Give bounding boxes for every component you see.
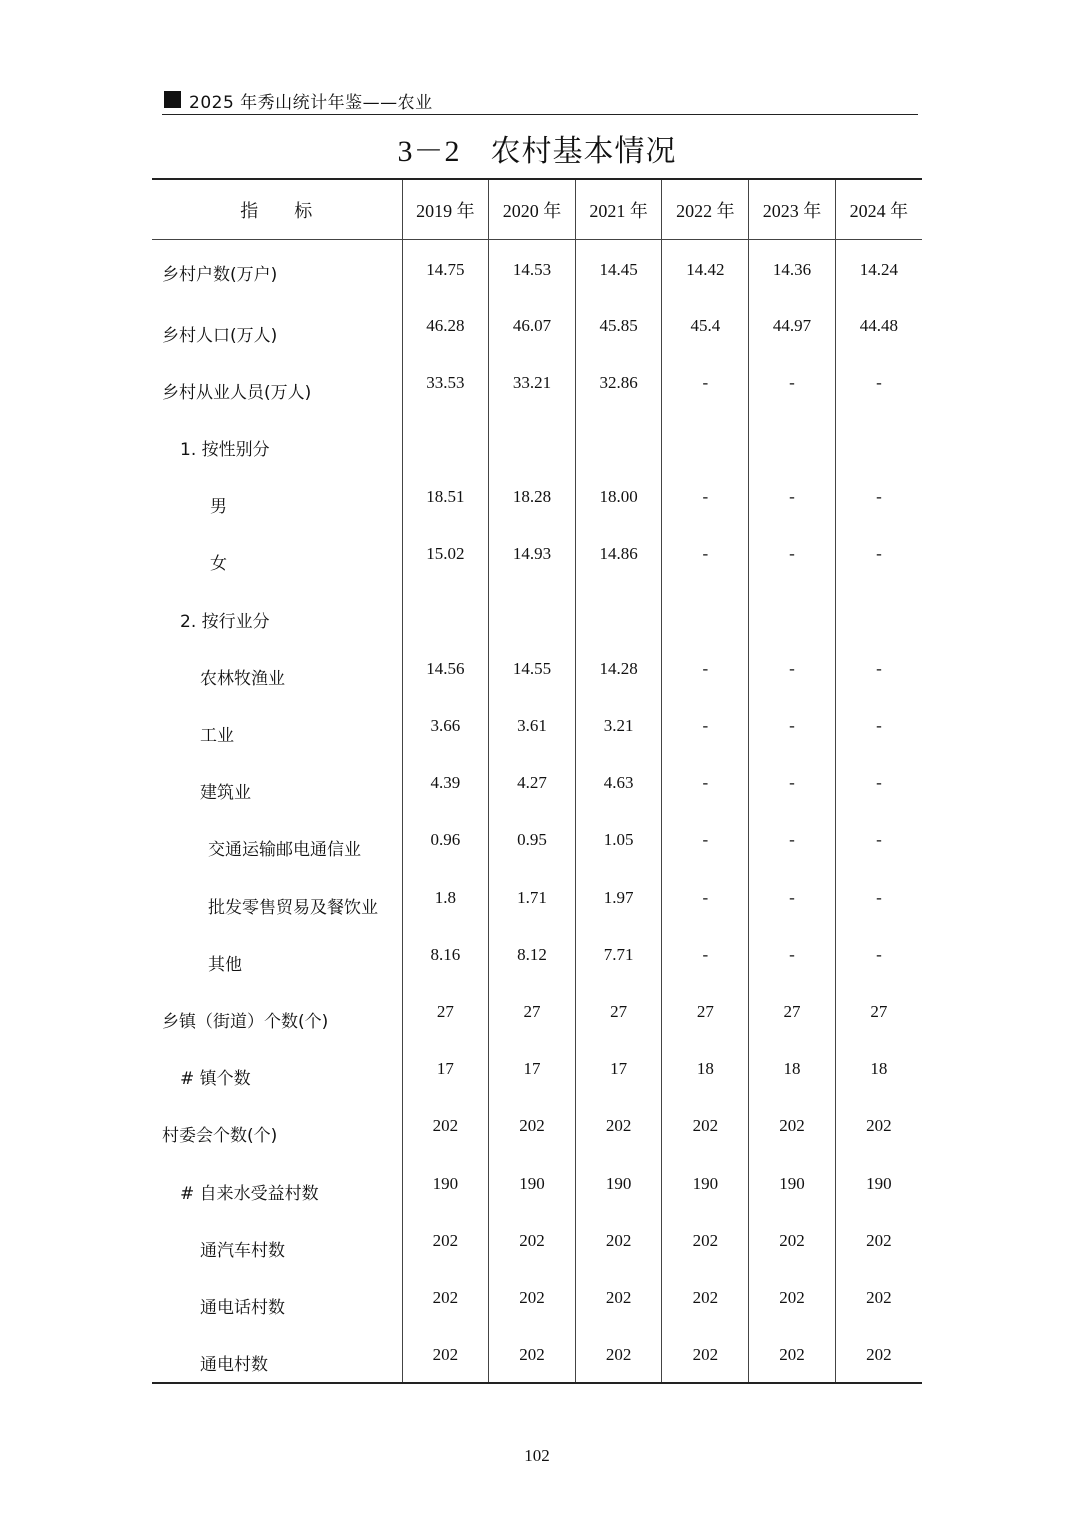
row-label: 通电话村数 bbox=[200, 1297, 285, 1318]
table-cell: 202 bbox=[402, 1269, 489, 1326]
table-row bbox=[152, 525, 922, 582]
table-cell: - bbox=[749, 468, 836, 525]
table-cell: 202 bbox=[575, 1326, 662, 1383]
table-row bbox=[152, 297, 922, 354]
table-cell: 14.56 bbox=[402, 640, 489, 697]
table-row bbox=[152, 926, 922, 983]
row-label: # 自来水受益村数 bbox=[180, 1183, 319, 1204]
table-cell: 3.66 bbox=[402, 697, 489, 754]
table-cell bbox=[835, 411, 922, 468]
table-header-row bbox=[152, 179, 922, 240]
table-cell: 44.97 bbox=[749, 297, 836, 354]
table-cell: - bbox=[835, 811, 922, 868]
table-cell: 14.75 bbox=[402, 240, 489, 297]
row-label: 男 bbox=[210, 497, 227, 518]
table-cell: 202 bbox=[662, 1269, 749, 1326]
table-cell: 8.16 bbox=[402, 926, 489, 983]
table-cell: 202 bbox=[489, 1326, 576, 1383]
table-cell: 45.85 bbox=[575, 297, 662, 354]
table-cell: 17 bbox=[489, 1040, 576, 1097]
column-header-indicator: 指标 bbox=[152, 179, 402, 240]
table-row bbox=[152, 1097, 922, 1154]
table-cell: 202 bbox=[402, 1326, 489, 1383]
table-cell: - bbox=[749, 926, 836, 983]
table-cell: 44.48 bbox=[835, 297, 922, 354]
table-cell: 0.95 bbox=[489, 811, 576, 868]
table-cell: 46.28 bbox=[402, 297, 489, 354]
table-cell: 202 bbox=[489, 1212, 576, 1269]
table-cell: 18.51 bbox=[402, 468, 489, 525]
table-cell bbox=[489, 583, 576, 640]
table-row bbox=[152, 1040, 922, 1097]
table-number: 3－2 bbox=[397, 135, 461, 168]
table-cell: 202 bbox=[835, 1269, 922, 1326]
table-cell: 1.97 bbox=[575, 869, 662, 926]
black-square-icon bbox=[164, 91, 181, 108]
table-cell: - bbox=[749, 754, 836, 811]
row-label: 乡村从业人员(万人) bbox=[162, 382, 312, 403]
table-row bbox=[152, 411, 922, 468]
row-label: 2. 按行业分 bbox=[180, 611, 270, 632]
table-cell: - bbox=[835, 468, 922, 525]
table-cell: 202 bbox=[749, 1097, 836, 1154]
table-cell bbox=[575, 583, 662, 640]
running-header bbox=[162, 86, 918, 115]
table-cell: 46.07 bbox=[489, 297, 576, 354]
table-row bbox=[152, 869, 922, 926]
table-cell: 202 bbox=[575, 1269, 662, 1326]
table-cell: - bbox=[749, 525, 836, 582]
table-cell: 18.28 bbox=[489, 468, 576, 525]
table-cell: 202 bbox=[402, 1097, 489, 1154]
table-cell: 202 bbox=[662, 1326, 749, 1383]
table-cell: 4.39 bbox=[402, 754, 489, 811]
table-cell: 202 bbox=[749, 1269, 836, 1326]
table-cell: - bbox=[662, 811, 749, 868]
table-row bbox=[152, 354, 922, 411]
table-cell: 4.27 bbox=[489, 754, 576, 811]
table-title-text: 农村基本情况 bbox=[490, 134, 677, 169]
table-cell: 202 bbox=[835, 1097, 922, 1154]
table-cell: 1.71 bbox=[489, 869, 576, 926]
statistics-table bbox=[152, 178, 922, 1384]
table-cell: 45.4 bbox=[662, 297, 749, 354]
column-header-year: 2019 年 bbox=[402, 179, 489, 240]
table-cell: 14.53 bbox=[489, 240, 576, 297]
table-cell: - bbox=[835, 354, 922, 411]
table-cell: 27 bbox=[662, 983, 749, 1040]
table-cell: 190 bbox=[749, 1155, 836, 1212]
row-label: 其他 bbox=[208, 954, 242, 975]
table-cell: 202 bbox=[835, 1326, 922, 1383]
column-header-year: 2021 年 bbox=[575, 179, 662, 240]
table-cell: - bbox=[749, 697, 836, 754]
table-cell: - bbox=[749, 640, 836, 697]
table-cell: 202 bbox=[402, 1212, 489, 1269]
table-cell: - bbox=[749, 354, 836, 411]
row-label: 交通运输邮电通信业 bbox=[208, 840, 361, 861]
table-cell: 14.93 bbox=[489, 525, 576, 582]
table-cell: 27 bbox=[835, 983, 922, 1040]
row-label: 1. 按性别分 bbox=[180, 440, 270, 461]
table-cell: 18.00 bbox=[575, 468, 662, 525]
table-cell: - bbox=[835, 926, 922, 983]
table-cell: 27 bbox=[489, 983, 576, 1040]
table-cell: - bbox=[662, 697, 749, 754]
table-cell: 202 bbox=[835, 1212, 922, 1269]
table-cell: 33.53 bbox=[402, 354, 489, 411]
table-cell: - bbox=[662, 525, 749, 582]
table-cell: 17 bbox=[575, 1040, 662, 1097]
table-cell: - bbox=[835, 640, 922, 697]
table-cell bbox=[489, 411, 576, 468]
table-cell: - bbox=[662, 926, 749, 983]
table-cell bbox=[835, 583, 922, 640]
table-cell: 202 bbox=[489, 1097, 576, 1154]
column-header-year: 2022 年 bbox=[662, 179, 749, 240]
table-row bbox=[152, 1269, 922, 1326]
table-cell: 14.36 bbox=[749, 240, 836, 297]
table-cell: 15.02 bbox=[402, 525, 489, 582]
table-row bbox=[152, 468, 922, 525]
row-label: 女 bbox=[210, 554, 227, 575]
table-cell: 8.12 bbox=[489, 926, 576, 983]
table-cell: 1.8 bbox=[402, 869, 489, 926]
table-cell: 190 bbox=[489, 1155, 576, 1212]
table-cell: - bbox=[835, 697, 922, 754]
table-cell: 202 bbox=[489, 1269, 576, 1326]
table-cell bbox=[402, 583, 489, 640]
table-row bbox=[152, 1155, 922, 1212]
table-cell: - bbox=[749, 811, 836, 868]
table-cell: 33.21 bbox=[489, 354, 576, 411]
table-cell: 202 bbox=[575, 1097, 662, 1154]
table-cell: 18 bbox=[835, 1040, 922, 1097]
table-cell: 14.55 bbox=[489, 640, 576, 697]
column-header-year: 2020 年 bbox=[489, 179, 576, 240]
table-cell: 14.28 bbox=[575, 640, 662, 697]
table-row bbox=[152, 583, 922, 640]
table-cell: 14.24 bbox=[835, 240, 922, 297]
table-cell: - bbox=[662, 468, 749, 525]
table-row bbox=[152, 1212, 922, 1269]
table-cell: 202 bbox=[749, 1326, 836, 1383]
row-label: 建筑业 bbox=[200, 783, 251, 804]
table-cell: 14.42 bbox=[662, 240, 749, 297]
row-label: 村委会个数(个) bbox=[162, 1126, 278, 1147]
table-cell: - bbox=[662, 354, 749, 411]
table-cell: 0.96 bbox=[402, 811, 489, 868]
table-cell: 190 bbox=[575, 1155, 662, 1212]
table-cell bbox=[402, 411, 489, 468]
table-cell: 14.86 bbox=[575, 525, 662, 582]
table-cell bbox=[575, 411, 662, 468]
table-cell: 190 bbox=[662, 1155, 749, 1212]
table-cell: 190 bbox=[835, 1155, 922, 1212]
table-cell: - bbox=[835, 869, 922, 926]
table-cell: - bbox=[662, 869, 749, 926]
table-cell: 17 bbox=[402, 1040, 489, 1097]
table-title bbox=[0, 126, 1074, 170]
table-cell: - bbox=[662, 640, 749, 697]
table-row bbox=[152, 640, 922, 697]
table-cell: - bbox=[835, 754, 922, 811]
row-label: 乡镇（街道）个数(个) bbox=[162, 1011, 329, 1032]
table-cell: 202 bbox=[662, 1212, 749, 1269]
table-cell: - bbox=[749, 869, 836, 926]
running-title: 2025 年秀山统计年鉴——农业 bbox=[189, 93, 433, 113]
table-cell: 202 bbox=[575, 1212, 662, 1269]
table-row bbox=[152, 754, 922, 811]
row-label: 通汽车村数 bbox=[200, 1240, 285, 1261]
table-cell: 7.71 bbox=[575, 926, 662, 983]
table-cell: 27 bbox=[402, 983, 489, 1040]
table-cell: 190 bbox=[402, 1155, 489, 1212]
row-label: # 镇个数 bbox=[180, 1069, 251, 1090]
table-row bbox=[152, 697, 922, 754]
table-cell: 4.63 bbox=[575, 754, 662, 811]
table-cell bbox=[749, 411, 836, 468]
table-row bbox=[152, 983, 922, 1040]
table-cell: 202 bbox=[749, 1212, 836, 1269]
row-label: 乡村人口(万人) bbox=[162, 325, 278, 346]
table-cell bbox=[662, 411, 749, 468]
row-label: 批发零售贸易及餐饮业 bbox=[208, 897, 378, 918]
column-header-year: 2024 年 bbox=[835, 179, 922, 240]
table-row bbox=[152, 240, 922, 297]
table-cell: 1.05 bbox=[575, 811, 662, 868]
page-number: 102 bbox=[524, 1446, 550, 1465]
table-cell: 27 bbox=[749, 983, 836, 1040]
table-row bbox=[152, 1326, 922, 1383]
table-cell: 202 bbox=[662, 1097, 749, 1154]
column-header-year: 2023 年 bbox=[749, 179, 836, 240]
table-cell: 32.86 bbox=[575, 354, 662, 411]
table-cell: 3.21 bbox=[575, 697, 662, 754]
row-label: 通电村数 bbox=[200, 1355, 268, 1376]
row-label: 乡村户数(万户) bbox=[162, 265, 278, 285]
table-cell bbox=[749, 583, 836, 640]
table-cell: 3.61 bbox=[489, 697, 576, 754]
table-cell: - bbox=[662, 754, 749, 811]
table-cell: - bbox=[835, 525, 922, 582]
row-label: 农林牧渔业 bbox=[200, 668, 285, 689]
table-cell: 14.45 bbox=[575, 240, 662, 297]
table-row bbox=[152, 811, 922, 868]
table-cell: 18 bbox=[662, 1040, 749, 1097]
row-label: 工业 bbox=[200, 726, 234, 746]
table-cell: 27 bbox=[575, 983, 662, 1040]
table-cell bbox=[662, 583, 749, 640]
table-cell: 18 bbox=[749, 1040, 836, 1097]
